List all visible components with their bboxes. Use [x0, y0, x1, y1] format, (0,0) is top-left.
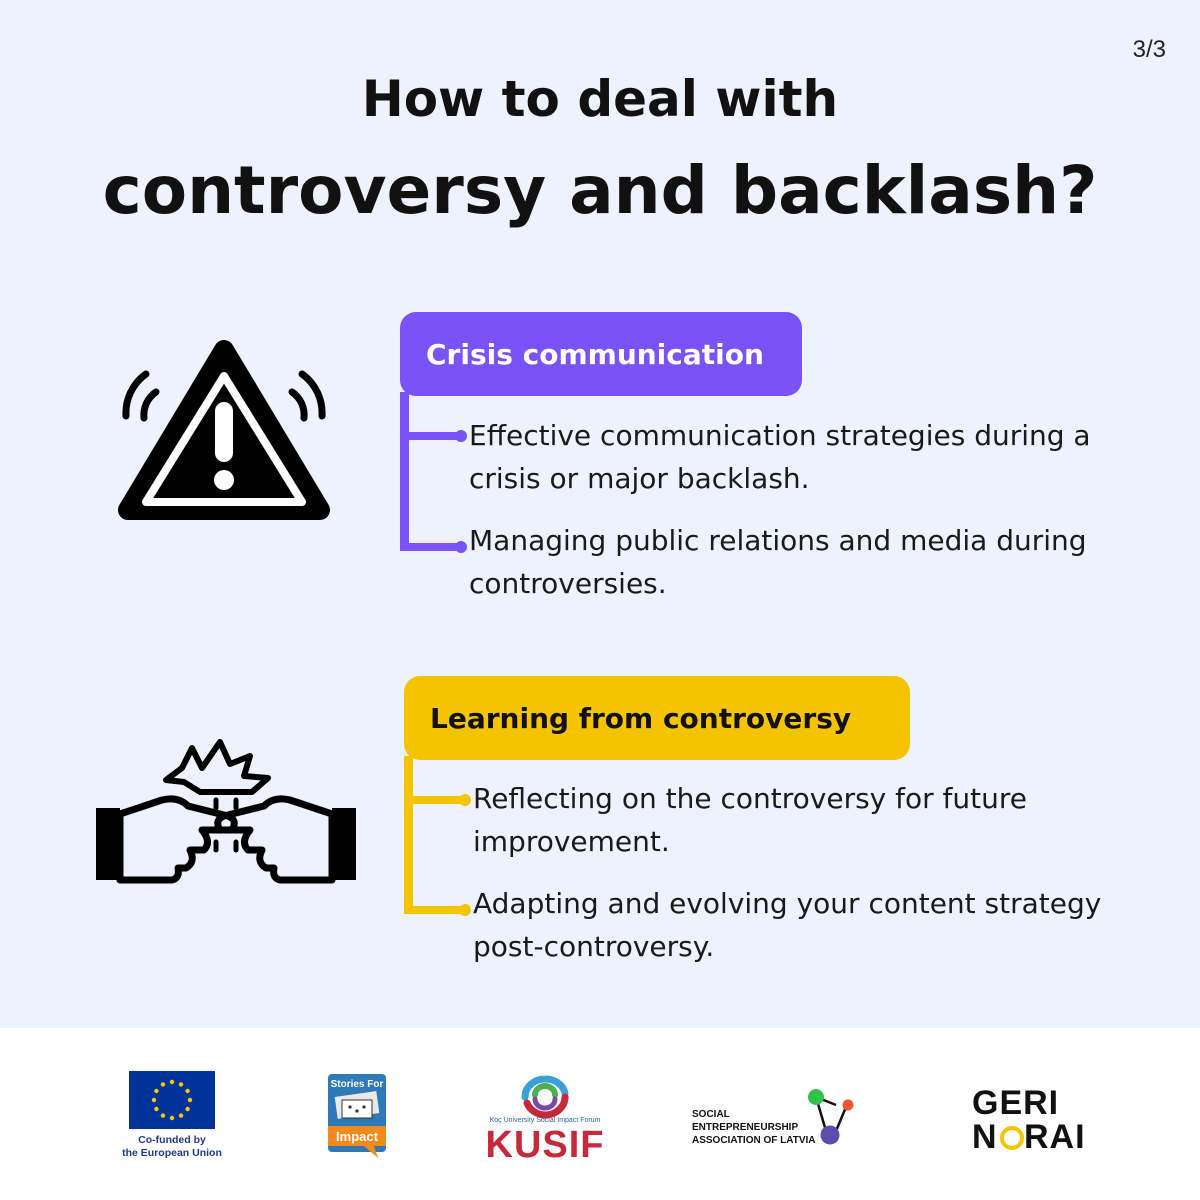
- warning-triangle-icon: [108, 336, 340, 532]
- title-line-2: controversy and backlash?: [102, 152, 1098, 229]
- kusif-wordmark: KUSIF: [485, 1124, 605, 1166]
- impact-text: Impact: [336, 1129, 378, 1144]
- kusif-swirl-logo: [517, 1073, 573, 1119]
- bullet-text: Effective communication strategies during a crisis or major backlash.: [469, 419, 1091, 495]
- connector-stem: [404, 756, 413, 914]
- gerinorai-bottom-rai: RAI: [1024, 1118, 1086, 1156]
- connector-branch: [404, 796, 464, 804]
- section-heading-crisis: Crisis communication: [400, 312, 802, 396]
- sea-line-1: SOCIAL: [692, 1109, 730, 1120]
- bullet-text: Managing public relations and media during controversies.: [469, 524, 1087, 600]
- gerinorai-bottom-n: N: [972, 1118, 998, 1156]
- connector-branch: [400, 543, 460, 551]
- stories-for-text: Stories For: [330, 1079, 384, 1090]
- gerinorai-top: GERI: [972, 1084, 1060, 1122]
- connector-branch: [404, 906, 464, 914]
- connector-stem: [400, 392, 409, 551]
- sea-latvia-text: [692, 1108, 822, 1147]
- sea-line-3: ASSOCIATION OF LATVIA: [692, 1135, 816, 1146]
- bullet-dot: [455, 430, 467, 442]
- sea-line-2: ENTREPRENEURSHIP: [692, 1122, 799, 1133]
- halo-ring-icon: [998, 1124, 1026, 1152]
- kusif-caption: Koç University Social Impact Forum: [489, 1117, 601, 1124]
- bullet-text: Adapting and evolving your content strategy post-controversy.: [473, 887, 1102, 963]
- eu-caption-line-1: Co-funded by: [138, 1134, 206, 1146]
- bullet-dot: [459, 904, 471, 916]
- bullet-dot: [455, 541, 467, 553]
- connector-branch: [400, 432, 460, 440]
- section-heading-learning: Learning from controversy: [404, 676, 910, 760]
- page-counter: 3/3: [1132, 36, 1166, 63]
- eu-caption-line-2: the European Union: [122, 1147, 222, 1159]
- title-line-1: How to deal with: [361, 70, 839, 128]
- bullet-text: Reflecting on the controversy for future improvement.: [473, 782, 1027, 858]
- stories-for-impact-logo: [328, 1074, 386, 1160]
- bullet-dot: [459, 794, 471, 806]
- eu-caption: [100, 1134, 244, 1160]
- clashing-fists-icon: [92, 738, 360, 884]
- sea-latvia-network-icon: [804, 1087, 860, 1149]
- eu-flag-icon: [129, 1071, 215, 1129]
